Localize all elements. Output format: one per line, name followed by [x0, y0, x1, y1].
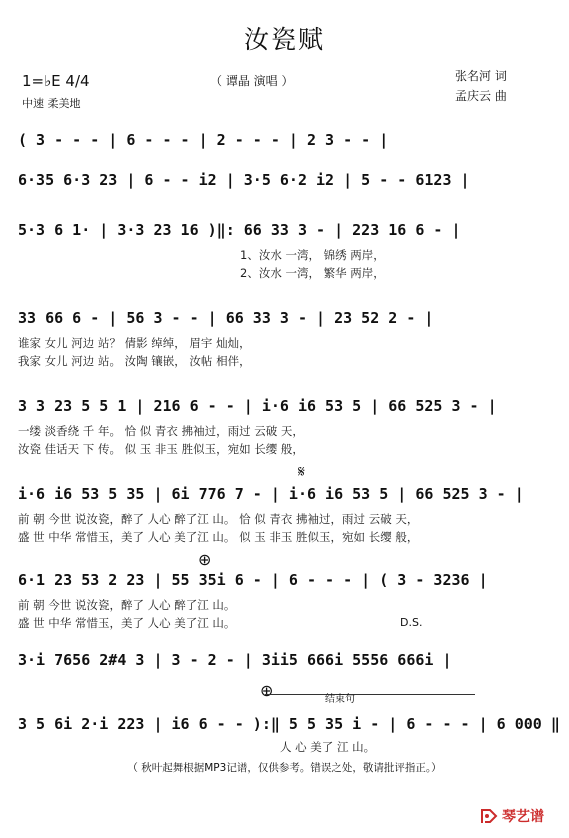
coda-sign-1: ⊕ — [198, 550, 212, 569]
lyrics-verse1-line5: 前 朝 今世 说汝瓷，醉了 人心 醉了江 山。 — [18, 598, 236, 612]
coda-sign-2: ⊕ — [260, 681, 274, 700]
transcription-note: （ 秋叶起舞根据MP3记谱，仅供参考。错误之处，敬请批评指正。） — [127, 762, 442, 774]
lyricist-credit: 张名河 词 — [455, 69, 507, 83]
lyrics-ending: 人 心 美了 江 山。 — [280, 740, 376, 754]
key-signature: 1=♭E 4/4 — [22, 72, 90, 90]
score-row-3: 5·3 6 1· | 3·3 23 16 )‖: 66 33 3 - | 223 16 6 - | — [18, 221, 461, 239]
song-title: 汝瓷赋 — [243, 25, 325, 54]
score-row-2: 6·35 6·3 23 | 6 - - i2 | 3·5 6·2 i2 | 5 - - 6123 | — [18, 171, 470, 189]
logo-icon — [480, 807, 498, 825]
score-row-4: 33 66 6 - | 56 3 - - | 66 33 3 - | 23 52 2 - | — [18, 309, 434, 327]
performer-credit: （ 谭晶 演唱 ） — [210, 74, 294, 88]
lyrics-verse2-line2: 我家 女儿 河边 站。 汝陶 镶嵌， 汝帖 相伴， — [18, 354, 251, 368]
ending-label: 结束句 — [325, 694, 355, 705]
lyrics-verse2-line1: 2、汝水 一湾， 繁华 两岸， — [240, 266, 385, 280]
score-row-7: 6·1 23 53 2 23 | 55 35i 6 - | 6 - - - | ( 3 - 3236 | — [18, 571, 488, 589]
tempo-marking: 中速 柔美地 — [22, 97, 81, 110]
score-row-8: 3·i 7656 2#4 3 | 3 - 2 - | 3ii5 666i 5556 666i | — [18, 651, 452, 669]
lyrics-verse2-line3: 汝瓷 佳话天 下 传。 似 玉 非玉 胜似玉，宛如 长缨 般， — [18, 442, 304, 456]
site-logo[interactable] — [480, 806, 544, 826]
logo-text: 琴艺谱 — [502, 809, 544, 825]
lyrics-verse2-line5: 盛 世 中华 常惜玉，美了 人心 美了江 山。 — [18, 616, 236, 630]
credits — [455, 66, 507, 106]
score-row-1: ( 3 - - - | 6 - - - | 2 - - - | 2 3 - - | — [18, 131, 389, 149]
segno-sign: 𝄋 — [298, 462, 305, 481]
composer-credit: 孟庆云 曲 — [455, 89, 507, 103]
ending-bracket-line — [265, 694, 475, 695]
score-row-5: 3 3 23 5 5 1 | 216 6 - - | i·6 i6 53 5 | 66 525 3 - | — [18, 397, 497, 415]
lyrics-verse1-line1: 1、汝水 一湾， 锦绣 两岸， — [240, 248, 385, 262]
lyrics-verse1-line3: 一缕 淡香绕 千 年。 恰 似 青衣 拂袖过，雨过 云破 天， — [18, 424, 304, 438]
lyrics-verse1-line2: 谁家 女儿 河边 站？ 倩影 绰绰， 眉宇 灿灿， — [18, 336, 251, 350]
score-row-6: i·6 i6 53 5 35 | 6i 776 7 - | i·6 i6 53 5 | 66 525 3 - | — [18, 485, 524, 503]
score-row-9: 3 5 6i 2·i 223 | i6 6 - - ):‖ 5 5 35 i - | 6 - - - | 6 000 ‖ — [18, 715, 560, 733]
lyrics-verse1-line4: 前 朝 今世 说汝瓷，醉了 人心 醉了江 山。 恰 似 青衣 拂袖过，雨过 云破 天， — [18, 512, 419, 526]
dal-segno: D.S. — [400, 616, 423, 629]
lyrics-verse2-line4: 盛 世 中华 常惜玉，美了 人心 美了江 山。 似 玉 非玉 胜似玉，宛如 长缨 般， — [18, 530, 419, 544]
